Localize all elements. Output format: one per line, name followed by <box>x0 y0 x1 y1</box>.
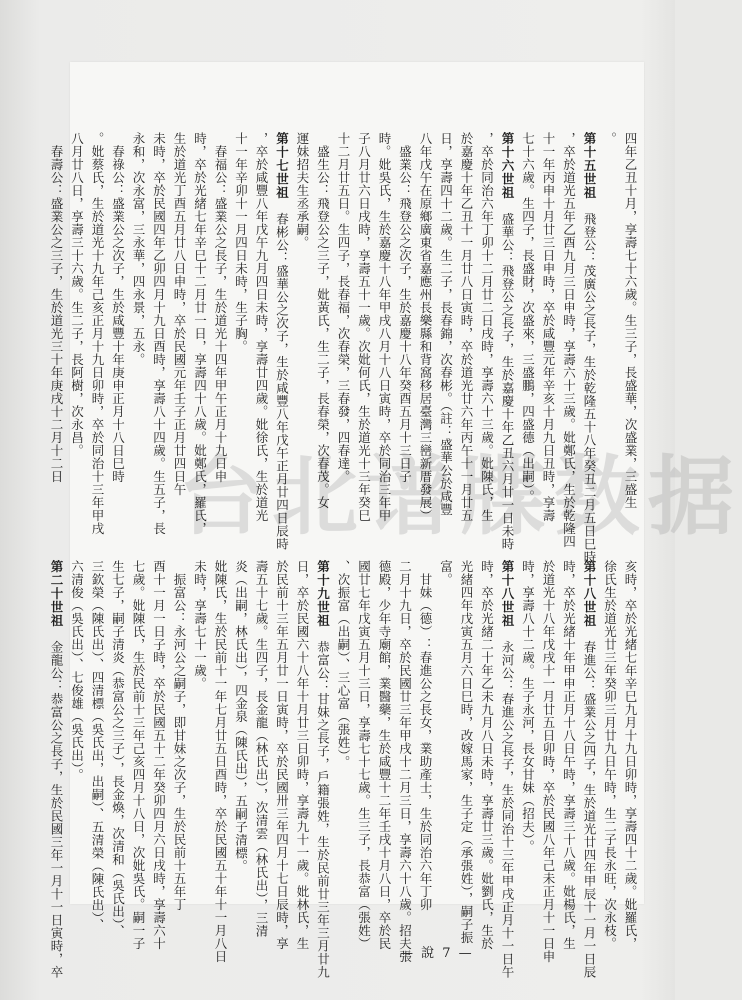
text-column <box>620 560 641 950</box>
text-column <box>87 132 108 540</box>
column-text: 富。 <box>438 560 454 586</box>
text-column <box>87 560 108 945</box>
text-column <box>189 132 210 540</box>
text-column <box>558 560 579 950</box>
column-text: 春祿公：盛業公之次子，生於咸豐十年庚申正月十八日巳時 <box>110 132 126 483</box>
text-column <box>517 560 538 945</box>
column-text: 子八月廿六日戌時，享壽五十一歲。次妣何氏，生於道光十三年癸巳 <box>356 132 372 522</box>
upper-text-block <box>49 132 640 564</box>
text-column <box>292 560 313 950</box>
generation-heading: 第十六世祖 <box>500 132 515 200</box>
column-text: 六清俊（吳氏出）、七俊雄（吳氏出）。 <box>69 560 85 782</box>
column-text: 十一年丙申十月廿三日申時，卒於咸豐元年辛亥十月九日丑時，享壽 <box>541 132 556 522</box>
column-text: 徐氏生於道光廿三年癸卯三月廿九日午時，生二子長永旺，次永枝。 <box>602 560 618 950</box>
column-text: 七歲。妣陳氏，生於民前十三年己亥四月十八日，次妣吳氏。嗣一子 <box>131 560 146 950</box>
generation-heading: 第十五世祖 <box>582 132 597 200</box>
column-text: 日，享壽四十二歲。生二子，長春錦，次春彬。（註：盛華公於咸豐 <box>438 132 454 516</box>
column-text: 盛生公：飛登公之三子，妣黃氏，生二子，長春榮，次春茂。女 <box>315 132 331 509</box>
text-column <box>169 560 190 945</box>
text-column <box>599 132 620 540</box>
text-column <box>374 132 395 540</box>
column-text: 盛華公：飛登公之長子，生於嘉慶十年乙丑六月廿一日未時 <box>500 199 515 551</box>
text-column <box>394 132 415 540</box>
column-text: ，卒於同治六年丁卯十二月廿二日戌時，享壽六十三歲。妣陳氏，生 <box>479 132 495 522</box>
text-column <box>456 560 477 945</box>
text-column <box>538 560 559 963</box>
column-text: 金龍公：恭富公之長子，生於民國三年一月十一日寅時，卒 <box>49 627 64 979</box>
text-column <box>189 560 210 945</box>
text-column <box>456 132 477 540</box>
column-text: ，卒於咸豐八年戊午九月四日未時，享壽廿四歲。妣徐氏，生於道光 <box>254 132 269 522</box>
column-text: 炎（出嗣，林氏出），四金泉（陳氏出），五嗣子清標。 <box>233 560 249 873</box>
text-column <box>579 560 600 979</box>
column-text: 時，享壽八十二歲。生子永河，長女甘妹（招夫）。 <box>520 560 536 853</box>
generation-heading: 第十八世祖 <box>582 560 597 628</box>
text-column <box>579 132 600 564</box>
column-text: 酉十一月一日子時，卒於民國五十二年癸卯四月六日戌時，享壽六十 <box>151 560 167 950</box>
column-text: 八年戊午在原鄉廣東省嘉應州長樂縣和背窩移居臺灣三巒新厝發展） <box>418 132 433 522</box>
text-column <box>620 132 641 540</box>
text-column <box>312 132 333 540</box>
column-text: 亥時，卒於光緒七年辛巳九月十九日卯時，享壽四十二歲。妣羅氏， <box>623 560 638 950</box>
text-column <box>415 560 436 945</box>
column-text: 二月十九日，卒於民國廿三年甲戌十二月三日，享壽六十八歲。招夫張 <box>397 560 413 963</box>
text-column <box>435 560 456 945</box>
text-column <box>558 132 579 548</box>
genealogy-document-page <box>49 62 742 979</box>
column-text: 十二月廿五日。生四子，長春福，次春榮，三春發，四春達。 <box>336 132 351 483</box>
column-text: 光緒四年戊寅五月六日巳時，改嫁馬家，生子定（承張姓），嗣子振 <box>459 560 474 944</box>
text-column <box>251 560 272 945</box>
text-column <box>476 132 497 540</box>
column-text: 德殿，少年寺廟館，業醫藥，生於咸豐十二年壬戌十月八日，卒於民 <box>377 560 392 950</box>
text-column <box>538 132 559 540</box>
column-text: ，卒於道光五年乙酉九月三日申時，享壽六十三歲。妣鄭氏，生於乾隆四 <box>561 132 577 548</box>
column-text: 三欽榮（陳氏出）、四清標（吳氏出，出嗣）、五清榮（陳氏出）、 <box>90 560 105 932</box>
text-column <box>333 560 354 945</box>
text-column <box>271 132 292 551</box>
column-text: 於道光十八年戊戌十一月廿五日卯時，卒於民國八年己未正月十一日申 <box>541 560 556 963</box>
text-column <box>148 560 169 950</box>
text-column <box>107 560 128 945</box>
generation-heading: 第二十世祖 <box>49 560 64 628</box>
column-text: 四年乙丑十月，享壽七十六歲。生三子，長盛華，次盛業，三盛生 <box>623 132 638 509</box>
column-text: 壽五十七歲。生四子，長金龍（林氏出），次清雲（林氏出），三清 <box>254 560 269 938</box>
column-text: 。 <box>602 132 618 145</box>
text-column <box>312 560 333 979</box>
column-text: 生七子，嗣子清炎（恭富公之三子），長金煥，次清和（吳氏出）、 <box>110 560 126 938</box>
column-text: 未時，卒於民國四年乙卯四月十九日酉時，享壽八十四歲。生五子，長 <box>151 132 167 535</box>
text-column <box>46 560 67 979</box>
text-column <box>497 132 518 551</box>
column-text: 春福公：盛業公之長子，生於道光十四年甲午正月十九日申 <box>213 132 228 483</box>
column-text: 、次振富（出嗣）、三心富（張姓）。 <box>336 560 351 769</box>
column-text: 盛業公：飛登公之次子，生於嘉慶十八年癸酉五月十三日子 <box>397 132 413 483</box>
text-column <box>353 560 374 950</box>
column-text: 時，卒於光緒二十年乙未九月八日未時，享壽廿三歲。妣劉氏，生於 <box>479 560 495 950</box>
text-column <box>415 132 436 540</box>
column-text: 飛登公：茂廣公之長子，生於乾隆五十八年癸丑二月五日巳時 <box>582 199 597 564</box>
column-text: 於嘉慶十年乙丑十一月廿八日寅時，卒於道光廿六年丙午十一月廿五 <box>459 132 474 522</box>
column-text: 。妣蔡氏，生於道光十九年己亥正月十九日卯時，卒於同治十三年甲戌 <box>90 132 105 535</box>
column-text: 八月廿八日，享壽三十六歲。生二子，長阿樹，次永昌。 <box>69 132 85 457</box>
text-column <box>210 132 231 540</box>
column-text: 時，卒於光緒十年甲申正月十八日午時，享壽三十八歲。妣楊氏，生 <box>561 560 577 950</box>
text-column <box>333 132 354 540</box>
text-column <box>435 132 456 540</box>
text-column <box>169 132 190 540</box>
text-column <box>128 560 149 950</box>
text-column <box>394 560 415 963</box>
text-column <box>230 560 251 945</box>
text-column <box>271 560 292 950</box>
column-text: 時，卒於光緒七年辛巳十二月廿一日，享壽四十八歲。妣鄭氏，羅氏， <box>192 132 208 535</box>
text-column <box>251 132 272 540</box>
page-number: — 說 7 — <box>400 946 474 961</box>
text-column <box>148 132 169 540</box>
text-column <box>66 132 87 540</box>
column-text: 未時，享壽七十一歲。 <box>192 560 208 690</box>
text-column <box>374 560 395 950</box>
column-text: 妣陳氏，生於民前十一年七月廿五日酉時，卒於民國五十年十一月八日 <box>213 560 228 963</box>
column-text: 國廿七年戊寅五月十三日，享壽七十七歲。生三子，長恭富（張姓） <box>356 560 372 950</box>
generation-heading: 第十九世祖 <box>315 560 331 628</box>
text-column <box>517 132 538 540</box>
column-text: 運妹招夫生丞承嗣。 <box>295 132 310 249</box>
column-text: 甘妹（德）：春進公之長女，業助產士，生於同治六年丁卯 <box>418 560 433 911</box>
text-column <box>230 132 251 540</box>
generation-heading: 第十八世祖 <box>500 560 515 628</box>
text-column <box>128 132 149 540</box>
column-text: 春彬公：盛華公之次子，生於咸豐八年戊午正月廿四日辰時 <box>274 199 290 551</box>
text-column <box>599 560 620 950</box>
column-text: 永河公：春進公之長子，生於同治十三年甲戌正月十一日午 <box>500 627 515 979</box>
text-column <box>292 132 313 540</box>
column-text: 時。妣吳氏，生於嘉慶十八年甲戌八月十八日寅時，卒於同治三年甲 <box>377 132 392 522</box>
watermark: 台北谱牒数据 <box>178 446 742 547</box>
column-text: 恭富公：甘妹之長子，戶籍張姓，生於民前廿三年三月廿九 <box>315 627 331 979</box>
column-text: 十一年辛卯十一月四日未時，生子胸。 <box>233 132 249 353</box>
text-column <box>66 560 87 945</box>
text-column <box>353 132 374 540</box>
text-column <box>210 560 231 963</box>
column-text: 振富公：永河公之嗣子，即甘妹之次子，生於民前十五年丁 <box>172 560 187 911</box>
text-column <box>476 560 497 950</box>
column-text: 日，卒於民國六十八年十月廿三日卯時，享壽九十一歲。妣林氏，生 <box>295 560 310 950</box>
text-column <box>497 560 518 979</box>
text-column <box>46 132 67 540</box>
generation-heading: 第十七世祖 <box>274 132 290 200</box>
column-text: 七十六歲。生四子，長盛財，次盛來，三盛鵬，四盛德（出嗣）。 <box>520 132 536 503</box>
column-text: 於民前十三年五月廿一日寅時，卒於民國卅三年四月十七日辰時，享 <box>274 560 290 950</box>
text-column <box>107 132 128 540</box>
column-text: 生於道光丁酉五月廿八日申時，卒於民國元年壬子正月廿四日午 <box>172 132 187 496</box>
column-text: 春進公：盛業公之四子，生於道光廿四年甲辰十一月一日辰 <box>582 627 597 979</box>
column-text: 永和，次永富，三永華，四永景，五永。 <box>131 132 146 366</box>
column-text: 春壽公：盛業公之三子，生於道光三十年庚戌十二月十二日 <box>49 132 64 483</box>
